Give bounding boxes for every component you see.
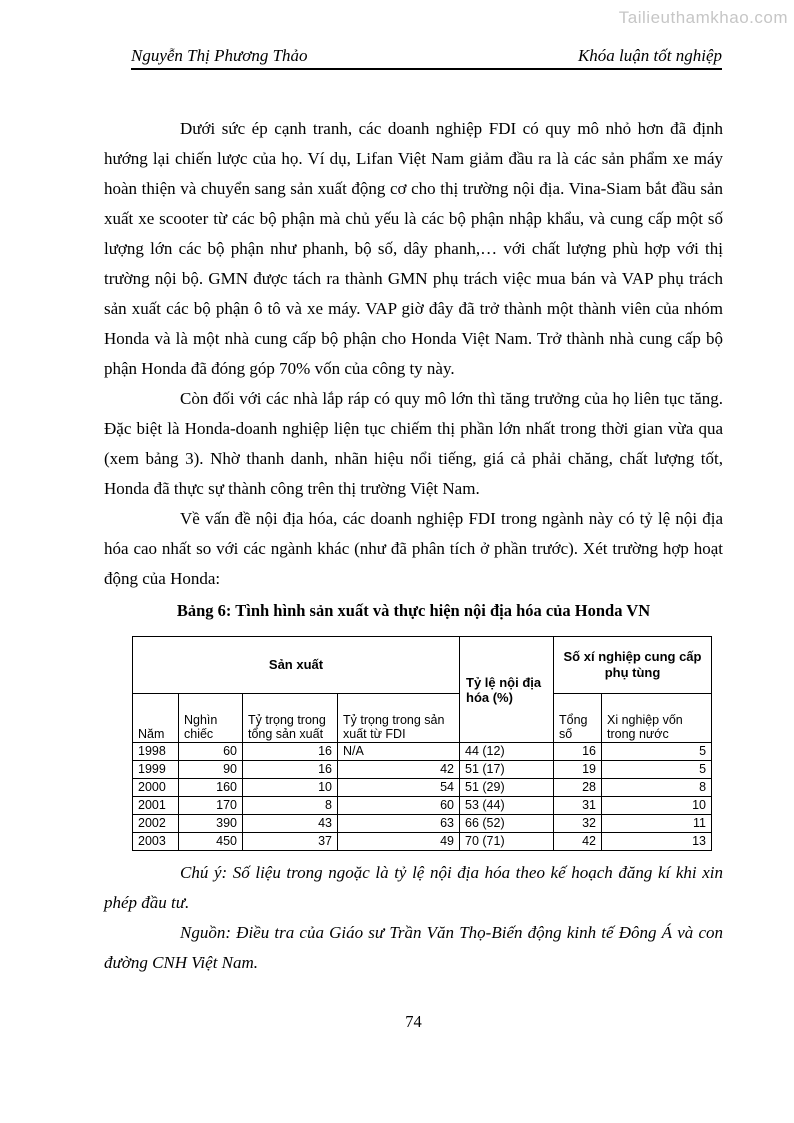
table-cell: 53 (44) <box>460 797 554 815</box>
table-cell: 450 <box>179 833 243 851</box>
table-cell: 42 <box>554 833 602 851</box>
table-caption: Bảng 6: Tình hình sản xuất và thực hiện nội địa hóa của Honda VN <box>176 601 651 620</box>
col-header-suppliers-domestic: Xi nghiệp vốn trong nước <box>602 694 712 743</box>
table-group-header-row <box>133 637 712 694</box>
table-cell: 2003 <box>133 833 179 851</box>
table-cell: 60 <box>179 743 243 761</box>
table-cell: 5 <box>602 743 712 761</box>
col-group-localization-rate: Tỷ lệ nội địa hóa (%) <box>460 637 554 743</box>
col-header-thousand-units: Nghìn chiếc <box>179 694 243 743</box>
table-cell: 90 <box>179 761 243 779</box>
table-cell: 13 <box>602 833 712 851</box>
col-header-share-fdi-production: Tỷ trọng trong sản xuất từ FDI <box>338 694 460 743</box>
table-cell: 70 (71) <box>460 833 554 851</box>
table-cell: 2001 <box>133 797 179 815</box>
table-cell: 11 <box>602 815 712 833</box>
table-row <box>133 815 712 833</box>
table-sub-header-row <box>133 694 712 743</box>
page-number: 74 <box>405 1012 422 1031</box>
table-cell: 31 <box>554 797 602 815</box>
col-group-suppliers: Số xí nghiệp cung cấp phụ tùng <box>554 637 712 694</box>
table-cell: 16 <box>243 761 338 779</box>
honda-localization-table <box>132 636 712 851</box>
table-cell: 170 <box>179 797 243 815</box>
table-cell: 51 (29) <box>460 779 554 797</box>
table-cell: 28 <box>554 779 602 797</box>
paragraph-2: Còn đối với các nhà lắp ráp có quy mô lớn thì tăng trưởng của họ liên tục tăng. Đặc biệt là Honda-doanh nghiệp liện tục chiếm thị phần lớn nhất trong thời gian vừa qua (xem bảng 3). Nhờ thanh danh, nhãn hiệu nổi tiếng, giá cả phải chăng, chất lượng tốt, Honda đã thực sự thành công trên thị trường Việt Nam. <box>104 389 723 498</box>
table-cell: 37 <box>243 833 338 851</box>
table-cell: 32 <box>554 815 602 833</box>
paragraph-3: Về vấn đề nội địa hóa, các doanh nghiệp FDI trong ngành này có tỷ lệ nội địa hóa cao nhất so với các ngành khác (như đã phân tích ở phần trước). Xét trường hợp hoạt động của Honda: <box>104 509 723 588</box>
table-cell: 2000 <box>133 779 179 797</box>
table-cell: 5 <box>602 761 712 779</box>
table-cell: 160 <box>179 779 243 797</box>
running-header <box>131 46 722 70</box>
header-author: Nguyễn Thị Phương Thảo <box>131 46 308 65</box>
table-row <box>133 797 712 815</box>
col-header-suppliers-total: Tổng số <box>554 694 602 743</box>
page-content <box>104 72 723 978</box>
table-cell: 2002 <box>133 815 179 833</box>
col-header-share-total-production: Tỷ trọng trong tổng sản xuất <box>243 694 338 743</box>
table-cell: 63 <box>338 815 460 833</box>
header-doc-type: Khóa luận tốt nghiệp <box>577 46 722 65</box>
table-cell: 1999 <box>133 761 179 779</box>
table-row <box>133 779 712 797</box>
col-header-year: Năm <box>133 694 179 743</box>
table-cell: 10 <box>602 797 712 815</box>
table-cell: 44 (12) <box>460 743 554 761</box>
table-cell: 60 <box>338 797 460 815</box>
col-group-production: Sản xuất <box>133 637 460 694</box>
table-cell: 1998 <box>133 743 179 761</box>
table-cell: 54 <box>338 779 460 797</box>
table-cell: 66 (52) <box>460 815 554 833</box>
table-source: Nguồn: Điều tra của Giáo sư Trần Văn Thọ-Biến động kinh tế Đông Á và con đường CNH Việt Nam. <box>104 923 723 972</box>
table-row <box>133 833 712 851</box>
table-cell: 8 <box>243 797 338 815</box>
table-cell: 390 <box>179 815 243 833</box>
table-cell: 8 <box>602 779 712 797</box>
table-cell: 16 <box>554 743 602 761</box>
table-cell: 49 <box>338 833 460 851</box>
table-cell: 42 <box>338 761 460 779</box>
table-row <box>133 743 712 761</box>
paragraph-1: Dưới sức ép cạnh tranh, các doanh nghiệp FDI có quy mô nhỏ hơn đã định hướng lại chiến lược của họ. Ví dụ, Lifan Việt Nam giảm đầu ra là các sản phẩm xe máy hoàn thiện và chuyển sang sản xuất động cơ cho thị trường nội địa. Vina-Siam bắt đầu sản xuất xe scooter từ các bộ phận mà chủ yếu là các bộ phận nhập khẩu, và cung cấp một số lượng lớn các bộ phận như phanh, bộ số, dây phanh,… với chất lượng phù hợp với thị trường nội bộ. GMN được tách ra thành GMN phụ trách việc mua bán và VAP phụ trách sản xuất các bộ phận ô tô và xe máy. VAP giờ đây đã trở thành một thành viên của nhóm Honda và là một nhà cung cấp bộ phận cho Honda Việt Nam. Trở thành nhà cung cấp bộ phận Honda đã đóng góp 70% vốn của công ty này. <box>104 119 723 378</box>
watermark: Tailieuthamkhao.com <box>618 8 788 27</box>
table-cell: 16 <box>243 743 338 761</box>
table-cell: N/A <box>338 743 460 761</box>
table-note: Chú ý: Số liệu trong ngoặc là tỷ lệ nội địa hóa theo kế hoạch đăng kí khi xin phép đầu tư. <box>104 863 723 912</box>
table-cell: 43 <box>243 815 338 833</box>
table-cell: 19 <box>554 761 602 779</box>
table-cell: 51 (17) <box>460 761 554 779</box>
table-row <box>133 761 712 779</box>
table-cell: 10 <box>243 779 338 797</box>
